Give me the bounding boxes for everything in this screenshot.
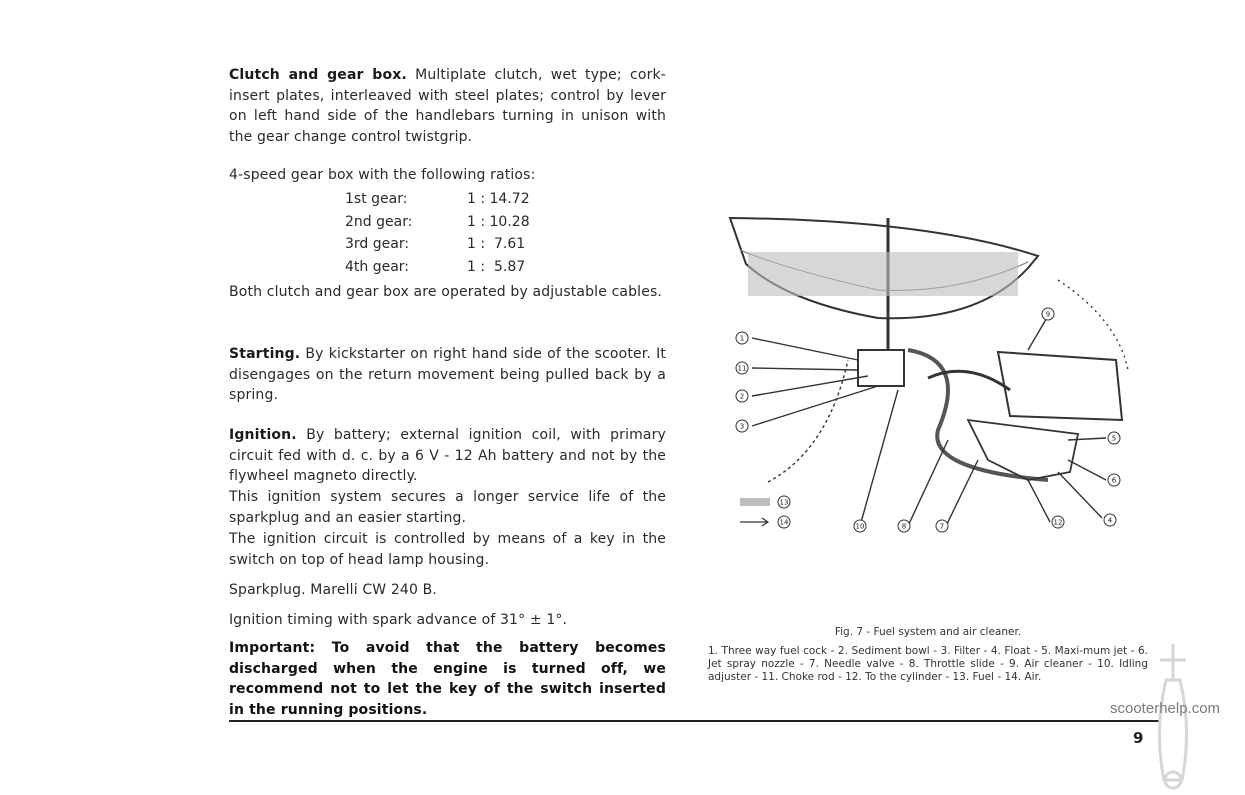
fuel-system-diagram — [728, 210, 1160, 540]
callout-label: 3 — [739, 422, 745, 431]
sparkplug-line: Sparkplug. Marelli CW 240 B. — [229, 582, 437, 598]
ignition-paragraph — [229, 425, 666, 487]
gear-row — [345, 188, 547, 211]
callout-label: 12 — [1053, 518, 1063, 527]
callout-label: 7 — [939, 522, 945, 531]
air-arrow-icon — [740, 518, 768, 526]
gear-name: 4th gear: — [345, 258, 410, 275]
ignition-text-1: By battery; external ignition coil, with primary circuit fed with d. c. by a 6 V - 12 Ah battery and not by the flywheel magneto directly. — [229, 427, 666, 484]
callout-label: 6 — [1111, 476, 1117, 485]
figure-caption-title: Fig. 7 - Fuel system and air cleaner. — [834, 626, 1022, 638]
gear-ratio: 1 : 7.61 — [467, 236, 526, 252]
ignition-text-2: This ignition system secures a longer service life of the sparkplug and an easier starting. — [229, 489, 666, 526]
gear-row — [345, 211, 547, 234]
page-number: 9 — [1133, 729, 1144, 747]
gear-name: 1st gear: — [345, 191, 408, 207]
ignition-heading: Ignition. — [229, 427, 297, 443]
callout-label: 13 — [779, 498, 789, 507]
gear-ratio-table — [345, 188, 547, 278]
clutch-text: Multiplate clutch, wet type; cork-insert plates, interleaved with steel plates; control by lever on left hand side of the handlebars turning in unison with the gear change control twistgrip. — [229, 67, 666, 145]
callout-label: 1 — [739, 334, 745, 343]
callout-label: 4 — [1107, 516, 1113, 525]
callout-label: 5 — [1111, 434, 1117, 443]
starting-heading: Starting. — [229, 346, 301, 362]
gear-ratio: 1 : 14.72 — [467, 191, 530, 207]
gear-name: 3rd gear: — [345, 236, 410, 252]
callout-label: 14 — [779, 518, 789, 527]
clutch-paragraph — [229, 65, 666, 147]
gearbox-note: Both clutch and gear box are operated by adjustable cables. — [229, 284, 663, 300]
gear-ratio: 1 : 5.87 — [467, 258, 526, 275]
callout-label: 11 — [737, 364, 747, 373]
timing-line: Ignition timing with spark advance of 31° ± 1°. — [229, 612, 568, 628]
gear-name: 2nd gear: — [345, 213, 413, 230]
site-watermark: scooterhelp.com — [1110, 700, 1221, 717]
gear-ratio: 1 : 10.28 — [467, 213, 530, 230]
gear-row — [345, 256, 547, 279]
footer-rule — [229, 720, 1161, 722]
starting-text: By kickstarter on right hand side of the scooter. It disengages on the return movement being pulled back by a spring. — [229, 346, 667, 403]
callout-label: 2 — [739, 392, 745, 401]
starting-paragraph — [229, 344, 666, 406]
clutch-heading: Clutch and gear box. — [229, 67, 407, 83]
callout-label: 10 — [855, 522, 865, 531]
gearbox-intro: 4-speed gear box with the following ratios: — [229, 167, 536, 183]
gear-row — [345, 233, 547, 256]
callout-label: 9 — [1045, 310, 1051, 319]
important-note: Important: To avoid that the battery becomes discharged when the engine is turned off, we recommend not to let the key of the switch inserted in the running positions. — [229, 640, 666, 718]
ignition-text-3: The ignition circuit is controlled by means of a key in the switch on top of head lamp housing. — [229, 531, 666, 568]
callout-label: 8 — [901, 522, 907, 531]
figure-caption-body: 1. Three way fuel cock - 2. Sediment bowl - 3. Filter - 4. Float - 5. Maxi-mum jet - 6. Jet spray nozzle - 7. Needle valve - 8. Throttle slide - 9. Air cleaner - 10. Idling adjuster - 11. Choke rod - 12. To the cylinder - 13. Fuel - 14. Air. — [708, 645, 1148, 683]
